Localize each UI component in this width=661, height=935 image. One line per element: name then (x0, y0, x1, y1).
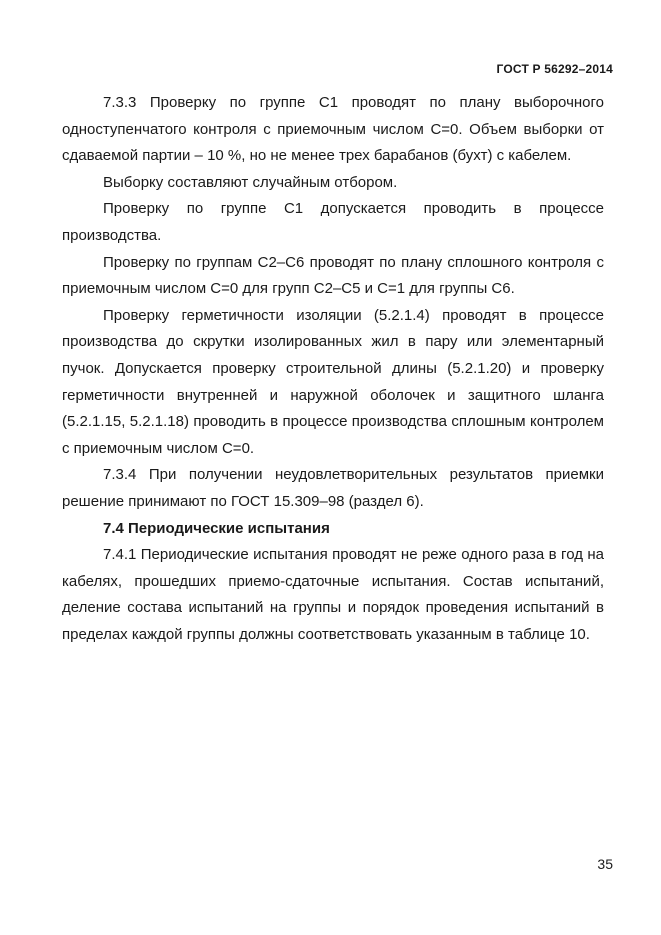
page-number: 35 (597, 856, 613, 872)
paragraph-insulation-check: Проверку герметичности изоляции (5.2.1.4) проводят в процессе производства до скрутки изолированных жил в пару или элементарный пучок. Допускается проверку строительной длины (5.2.1.20) и проверку герметичности внутренней и наружной оболочек и защитного шланга (5.2.1.15, 5.2.1.18) проводить в процессе производства сплошным контролем с приемочным числом С=0. (62, 306, 604, 457)
document-id-header: ГОСТ Р 56292–2014 (496, 62, 613, 76)
paragraph-groups-c2-c6: Проверку по группам С2–С6 проводят по плану сплошного контроля с приемочным числом С=0 для групп С2–С5 и С=1 для группы С6. (62, 253, 604, 298)
paragraph-7-3-3: 7.3.3 Проверку по группе С1 проводят по плану выборочного одноступенчатого контроля с приемочным числом С=0. Объем выборки от сдаваемой партии – 10 %, но не менее трех барабанов (бухт) с кабелем. (62, 94, 604, 165)
paragraph-sampling: Выборку составляют случайным отбором. (103, 173, 398, 191)
section-heading-7-4: 7.4 Периодические испытания (103, 519, 330, 537)
paragraph-7-4-1: 7.4.1 Периодические испытания проводят не реже одного раза в год на кабелях, прошедших приемо-сдаточные испытания. Состав испытаний, деление состава испытаний на группы и порядок проведения испытаний в пределах каждой группы должны соответствовать указанным в таблице 10. (62, 546, 604, 643)
paragraph-group-c1: Проверку по группе С1 допускается проводить в процессе производства. (62, 200, 604, 244)
page-content (62, 90, 604, 648)
paragraph-7-3-4: 7.3.4 При получении неудовлетворительных результатов приемки решение принимают по ГОСТ 15.309–98 (раздел 6). (62, 466, 604, 510)
